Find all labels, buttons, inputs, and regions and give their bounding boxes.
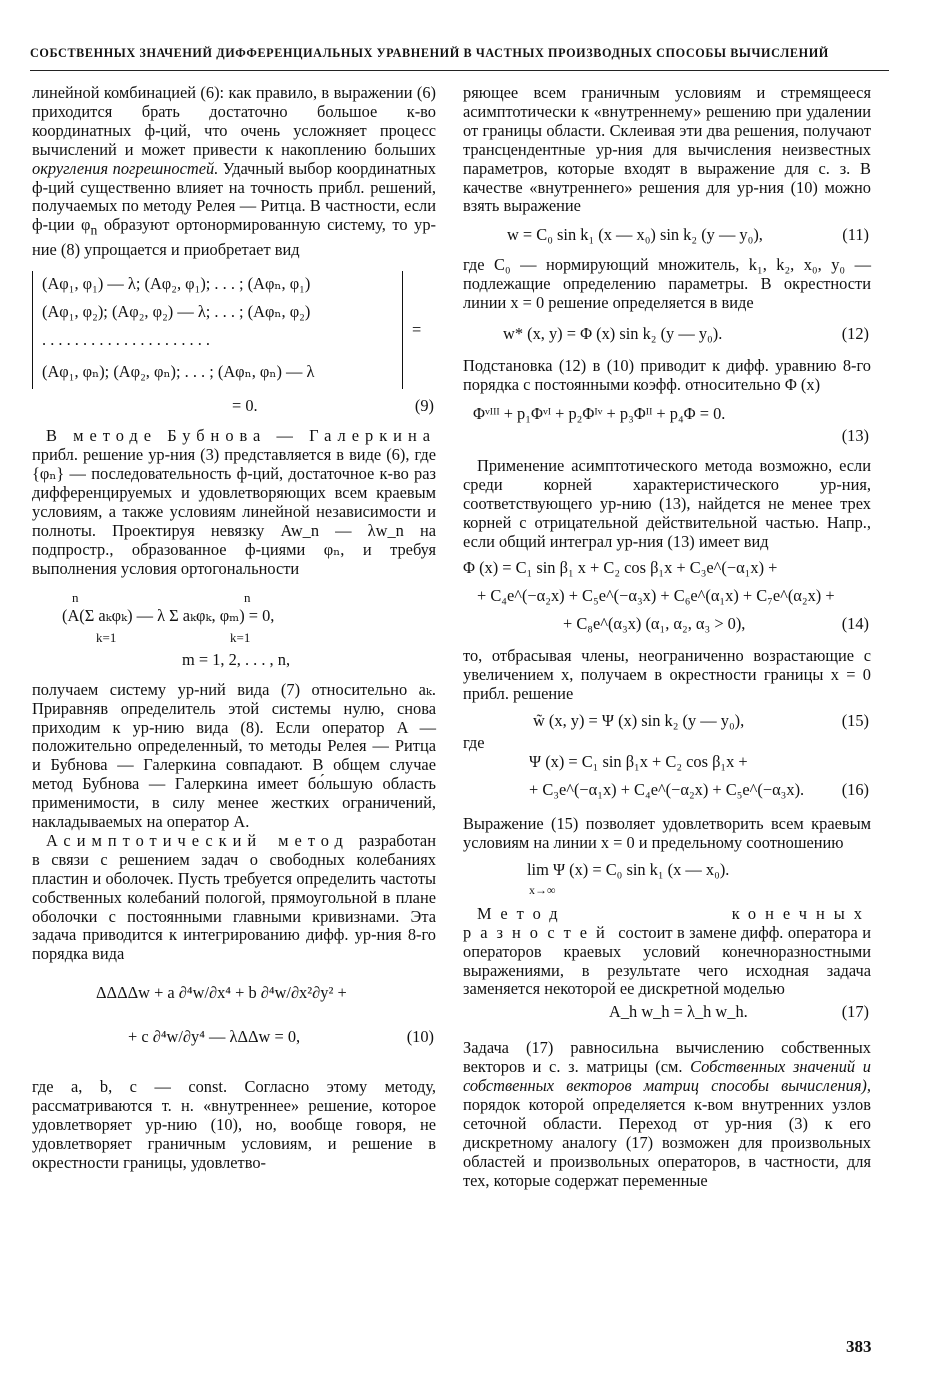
determinant-bar-right <box>402 271 403 389</box>
equation-10 <box>32 978 436 1062</box>
spaced-term: Асимптотический метод <box>46 830 349 850</box>
sum-upper-limit: n <box>244 589 251 605</box>
equation-line: + C₃e^(−α₁x) + C₄e^(−α₂x) + C₅e^(−α₃x). <box>529 780 805 800</box>
spaced-term: Метод конечных разностей <box>463 903 871 942</box>
text-run: состоит в замене дифф. оператора и операторов краевых условий конечноразностными выражениями, в результате чего исходная задача заменяется некоторой ее дискретной моделью <box>463 922 871 999</box>
spaced-term: В методе Бубнова — Галеркина <box>46 426 436 446</box>
paragraph: Применение асимптотического метода возможно, если среди корней характеристического ур-ния, соответствующего ур-нию (13), найдется не менее трех корней с отрицательной действительной частью. Напр., если общий интеграл ур-ния (13) имеет вид <box>463 455 871 551</box>
limit-subscript: x→∞ <box>529 882 556 897</box>
paragraph <box>32 84 436 259</box>
equation-number: (10) <box>406 1027 434 1047</box>
equation-line: ΔΔΔΔw + a ∂⁴w/∂x⁴ + b ∂⁴w/∂x²∂y² + <box>96 983 347 1003</box>
equation-number: (15) <box>841 711 869 731</box>
italic-term: Собственных значений и собственных векторов матриц способы вычисления), <box>463 1057 871 1096</box>
paragraph: то, отбрасывая члены, неограниченно возрастающие с увеличением x, получаем в окрестности границы x = 0 прибл. решение <box>463 646 871 704</box>
equation-number: (13) <box>841 425 869 445</box>
italic-term: округления погрешностей. <box>32 158 219 178</box>
determinant-row: . . . . . . . . . . . . . . . . . . . . . <box>42 330 211 350</box>
paragraph <box>463 1039 871 1190</box>
determinant-equation <box>32 271 436 421</box>
equation-number: (14) <box>841 614 869 634</box>
equation-body: w* (x, y) = Φ (x) sin k₂ (y — y₀). <box>503 324 723 344</box>
text-run: образуют ортонормированную систему, то ур-ние (8) упрощается и приобретает вид <box>32 215 436 259</box>
equation-line: + c ∂⁴w/∂y⁴ — λΔΔw = 0, <box>128 1027 301 1047</box>
equation-15 <box>463 710 871 734</box>
equation-tail: = 0. <box>232 396 258 416</box>
determinant-row: (Aφ₁, φ₂); (Aφ₂, φ₂) — λ; . . . ; (Aφₙ, φ₂) <box>42 302 311 322</box>
equation-line: + C₈e^(α₃x) (α₁, α₂, α₃ > 0), <box>563 614 746 634</box>
equation-13 <box>463 403 871 447</box>
sum-lower-limit: k=1 <box>96 629 117 645</box>
text-run: прибл. решение ур-ния (3) представляется в виде (6), где {φₙ} — последовательность ф-ций, достаточное к-во раз дифференцируемых и удовлетворяющих всем краевым условиям, а также условиям линейной независимости и полноты. Проектируя невязку Aw_n — λw_n на подпростр., образованное ф-циями φₙ, и требуя выполнения условия ортогональности <box>32 445 436 578</box>
index-range: m = 1, 2, . . . , n, <box>182 649 291 669</box>
equation-body: lim Ψ (x) = C₀ sin k₁ (x — x₀). <box>527 859 730 879</box>
equation-body: Φᵛᴵᴵᴵ + p₁Φᵛᴵ + p₂Φᴵᵛ + p₃Φᴵᴵ + p₄Φ = 0. <box>473 403 726 423</box>
equation-number: (9) <box>414 396 434 416</box>
determinant-row: (Aφ₁, φ₁) — λ; (Aφ₂, φ₁); . . . ; (Aφₙ, φ₁) <box>42 274 311 294</box>
paragraph: где C₀ — нормирующий множитель, k₁, k₂, x₀, y₀ — подлежащие определению параметры. В окрестности линии x = 0 решение определяется в виде <box>463 255 871 313</box>
equation-number: (12) <box>841 324 869 344</box>
sum-lower-limit: k=1 <box>230 629 251 645</box>
equals-sign: = <box>412 320 422 340</box>
paragraph <box>32 832 436 964</box>
orthogonality-equation <box>32 589 436 675</box>
paragraph: где a, b, c — const. Согласно этому методу, рассматриваются т. н. «внутреннее» решение, которое удовлетворяет ур-нию (10), но, вообще говоря, не удовлетворяет граничным условиям, и решение в окрестности границы, удовлетво- <box>32 1077 436 1172</box>
paragraph: ряющее всем граничным условиям и стремящееся асимптотически к «внутреннему» решению при удалении от границы области. Склеивая эти два решения, получают трансцендентные ур-ния для вычисления неизвестных параметров, которые входят в выражение для с. з. В качестве «внутреннего» решения для ур-ния (10) можно взять выражение <box>463 83 871 216</box>
paragraph: Подстановка (12) в (10) приводит к дифф. уравнию 8-го порядка с постоянными коэфф. относительно Φ (x) <box>463 356 871 394</box>
equation-16 <box>463 753 871 807</box>
running-header: СОБСТВЕННЫХ ЗНАЧЕНИЙ ДИФФЕРЕНЦИАЛЬНЫХ УРАВНЕНИЙ В ЧАСТНЫХ ПРОИЗВОДНЫХ СПОСОБЫ ВЫЧИСЛЕНИЙ <box>30 46 829 60</box>
text-run: Задача (17) равносильна вычислению собственных векторов и с. з. матрицы (см. <box>463 1038 871 1077</box>
text-run: порядок которой определяется к-вом внутренних узлов сеточной области. Переход от ур-ния (3) к его дискретному аналогу (17) возможен для произвольных областей и произвольных операторов, в частности, для тех, которые содержат переменные <box>463 1095 871 1190</box>
equation-12 <box>463 323 871 347</box>
header-rule <box>30 70 889 71</box>
text-run: разработан в связи с решением задач о свободных колебаниях пластин и оболочек. Пусть требуется определить частоты собственных колебаний пологой, прямоугольной в плане оболочки с постоянными главными кривизнами. Эта задача приводится к интегрированию дифф. ур-ния 8-го порядка вида <box>32 830 436 964</box>
paragraph <box>463 905 871 1000</box>
paragraph: Выражение (15) позволяет удовлетворить всем краевым условиям на линии x = 0 и предельному соотношению <box>463 814 871 852</box>
equation-body: (A(Σ aₖφₖ) — λ Σ aₖφₖ, φₘ) = 0, <box>62 605 275 625</box>
subscript: n <box>90 222 98 238</box>
equation-line: Φ (x) = C₁ sin β₁ x + C₂ cos β₁x + C₃e^(−α₁x) + <box>463 558 778 578</box>
determinant-row: (Aφ₁, φₙ); (Aφ₂, φₙ); . . . ; (Aφₙ, φₙ) — λ <box>42 362 315 382</box>
sum-upper-limit: n <box>72 589 79 605</box>
right-column <box>463 84 871 1191</box>
equation-body: w̃ (x, y) = Ψ (x) sin k₂ (y — y₀), <box>533 711 745 731</box>
text-where: где <box>463 733 485 753</box>
paragraph: получаем систему ур-ний вида (7) относительно aₖ. Приравняв определитель этой системы нулю, снова приходим к ур-нию вида (8). Если оператор A — положительно определенный, то методы Релея — Ритца и Бубнова — Галеркина совпадают. В общем случае метод Бубнова — Галеркина имеет бо́льшую область применимости, в силу менее жестких ограничений, накладываемых на оператор A. <box>32 679 436 832</box>
equation-line: + C₄e^(−α₂x) + C₅e^(−α₃x) + C₆e^(α₁x) + C₇e^(α₂x) + <box>477 586 835 606</box>
equation-number: (17) <box>841 1002 869 1022</box>
equation-11 <box>463 224 871 248</box>
equation-body: w = C₀ sin k₁ (x — x₀) sin k₂ (y — y₀), <box>507 225 763 245</box>
page-number: 383 <box>846 1337 872 1356</box>
equation-14 <box>463 559 871 639</box>
paragraph <box>32 427 436 578</box>
equation-line: Ψ (x) = C₁ sin β₁x + C₂ cos β₁x + <box>529 752 748 772</box>
equation-number: (16) <box>841 780 869 800</box>
equation-17 <box>463 1003 871 1027</box>
left-column <box>32 84 436 1173</box>
text-run: линейной комбинацией (6): как правило, в выражении (6) приходится брать достаточно большое к-во координатных ф-ций, что очень усложняет процесс вычислений и может привести к накоплению больших <box>32 83 436 159</box>
equation-number: (11) <box>842 225 869 245</box>
equation-body: A_h w_h = λ_h w_h. <box>609 1002 748 1022</box>
limit-equation <box>463 859 871 899</box>
text-run: Удачный выбор координатных ф-ций существенно влияет на точность прибл. решений, получаемых по методу Релея — Ритца. В частности, если ф-ции φ <box>32 158 436 235</box>
determinant-bar-left <box>32 271 33 389</box>
